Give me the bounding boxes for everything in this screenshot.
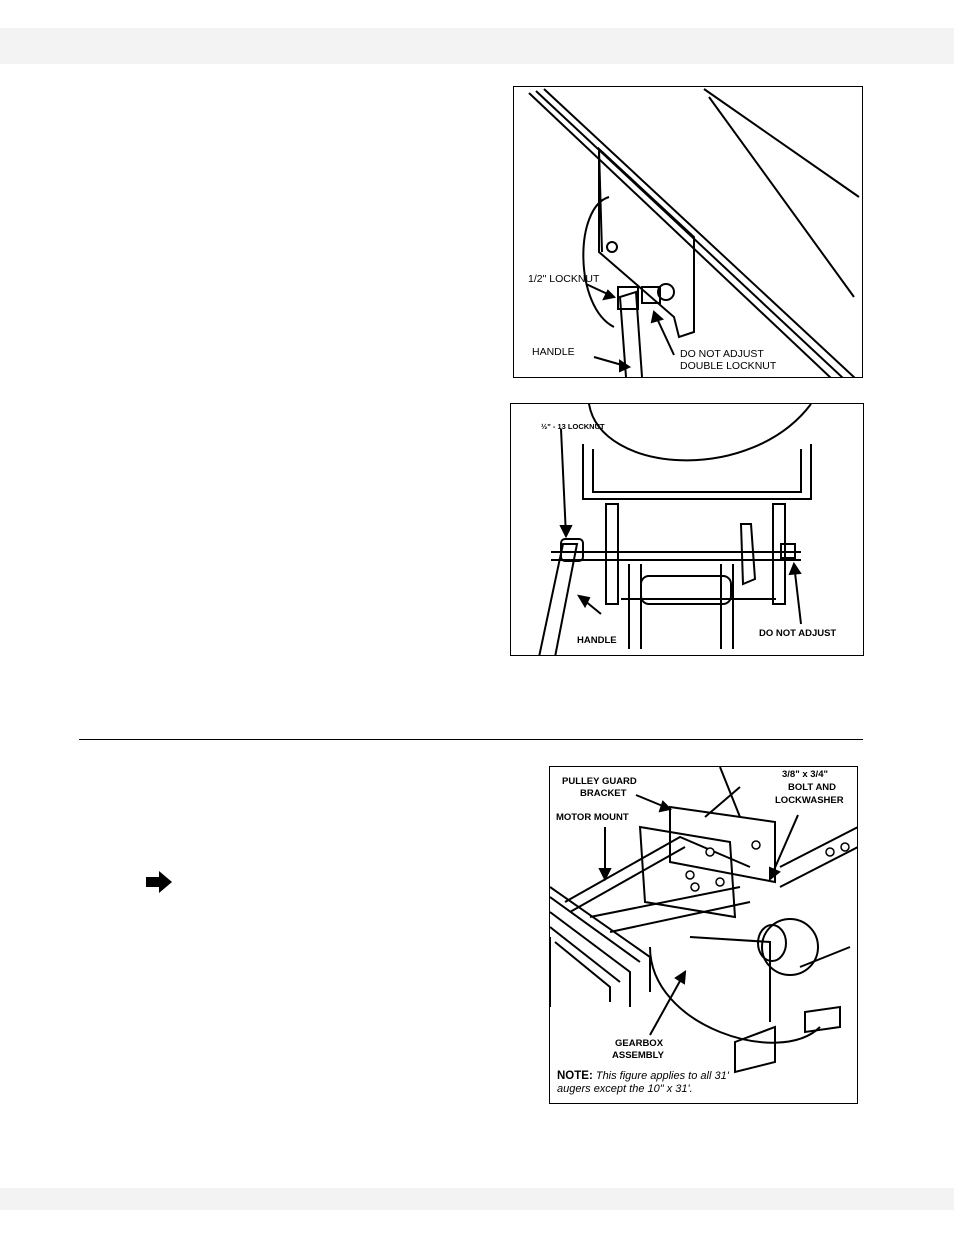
bolt-and-label: BOLT AND: [788, 782, 837, 793]
gearbox-label: GEARBOX: [615, 1038, 664, 1049]
section-divider: [79, 739, 863, 740]
bracket-label: BRACKET: [580, 788, 627, 799]
right-arrow-icon: [146, 871, 172, 893]
handle-label: HANDLE: [532, 346, 575, 358]
motor-mount-label: MOTOR MOUNT: [556, 812, 629, 823]
note-line-1: This figure applies to all 31': [595, 1070, 729, 1082]
figure-2-drawing: [511, 404, 864, 656]
figure-gearbox-motor-mount: [549, 766, 858, 1104]
footer-band: [0, 1188, 954, 1210]
handle-label-2: HANDLE: [577, 635, 617, 646]
double-locknut-label: DOUBLE LOCKNUT: [680, 360, 777, 372]
half-inch-locknut-label: ½" - 13 LOCKNUT: [541, 422, 605, 431]
do-not-adjust-label: DO NOT ADJUST: [680, 348, 764, 360]
figure-1-drawing: [514, 87, 863, 378]
header-band: [0, 28, 954, 64]
figure-note: [557, 1070, 729, 1096]
note-line-2: augers except the 10" x 31'.: [557, 1083, 693, 1095]
do-not-adjust-label-2: DO NOT ADJUST: [759, 628, 837, 639]
pulley-guard-label: PULLEY GUARD: [562, 776, 637, 787]
figure-handle-locknut-1: [513, 86, 863, 378]
lockwasher-label: LOCKWASHER: [775, 795, 844, 806]
bolt-size-label: 3/8" x 3/4": [782, 769, 828, 780]
locknut-label: 1/2" LOCKNUT: [528, 273, 600, 285]
figure-handle-locknut-2: [510, 403, 864, 656]
assembly-label: ASSEMBLY: [612, 1050, 664, 1061]
note-prefix: NOTE:: [557, 1070, 593, 1082]
